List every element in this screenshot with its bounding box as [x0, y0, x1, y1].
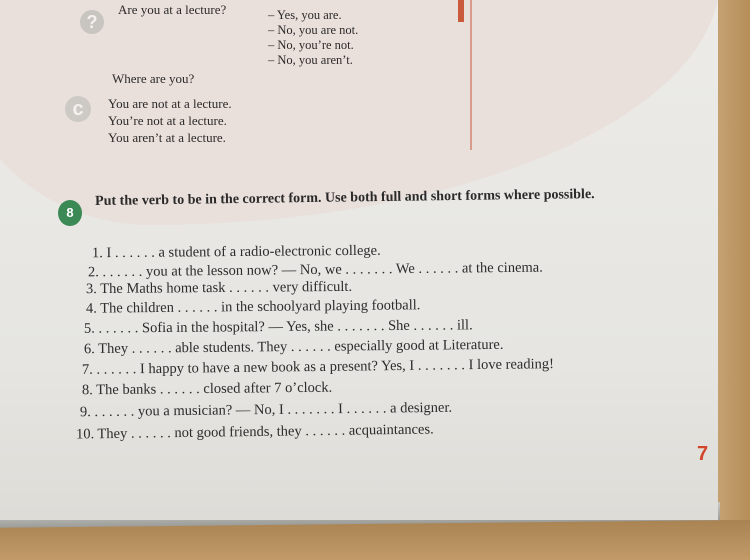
ref-negative: You aren’t at a lecture. — [108, 130, 226, 145]
exercise-item: 2. . . . . . . you at the lesson now? — No, we . . . . . . . We . . . . . . at the cinema. — [87, 259, 543, 281]
exercise-item: 4. The children . . . . . . in the schoolyard playing football. — [85, 297, 421, 317]
ref-answer: – No, you are not. — [268, 23, 359, 37]
exercise-item: 5. . . . . . . Sofia in the hospital? — Yes, she . . . . . . . She . . . . . . ill. — [83, 317, 473, 337]
exercise-item: 8. The banks . . . . . . closed after 7 o’clock. — [81, 379, 333, 399]
ref-answer: – Yes, you are. — [268, 8, 342, 22]
ref-where: Where are you? — [112, 71, 195, 86]
ref-answer: – No, you aren’t. — [268, 53, 353, 67]
exercise-item: 6. They . . . . . . able students. They . . . . . . especially good at Literature. — [83, 336, 504, 358]
exercise-item: 3. The Maths home task . . . . . . very difficult. — [85, 278, 353, 298]
ref-negative: You are not at a lecture. — [108, 96, 232, 111]
exercise-item: 7. . . . . . . I happy to have a new book as a present? Yes, I . . . . . . . I love reading! — [81, 356, 555, 378]
exercise-item: 1. I . . . . . . a student of a radio-electronic college. — [91, 242, 381, 262]
exercise-item: 10. They . . . . . . not good friends, they . . . . . . acquaintances. — [75, 421, 434, 443]
exercise-item: 9. . . . . . . you a musician? — No, I . . . . . . . I . . . . . . a designer. — [79, 399, 453, 421]
margin-line — [470, 0, 472, 150]
statement-icon: c — [65, 96, 91, 122]
ref-negative: You’re not at a lecture. — [108, 113, 227, 128]
exercise-instruction: Put the verb to be in the correct form. Use both full and short forms where possible. — [95, 187, 595, 209]
question-icon: ? — [80, 10, 104, 34]
red-marker — [458, 0, 464, 22]
page-number: 7 — [697, 443, 709, 465]
ref-question: Are you at a lecture? — [118, 2, 227, 17]
exercise-number-badge: 8 — [58, 200, 82, 226]
ref-answer: – No, you’re not. — [268, 38, 354, 52]
